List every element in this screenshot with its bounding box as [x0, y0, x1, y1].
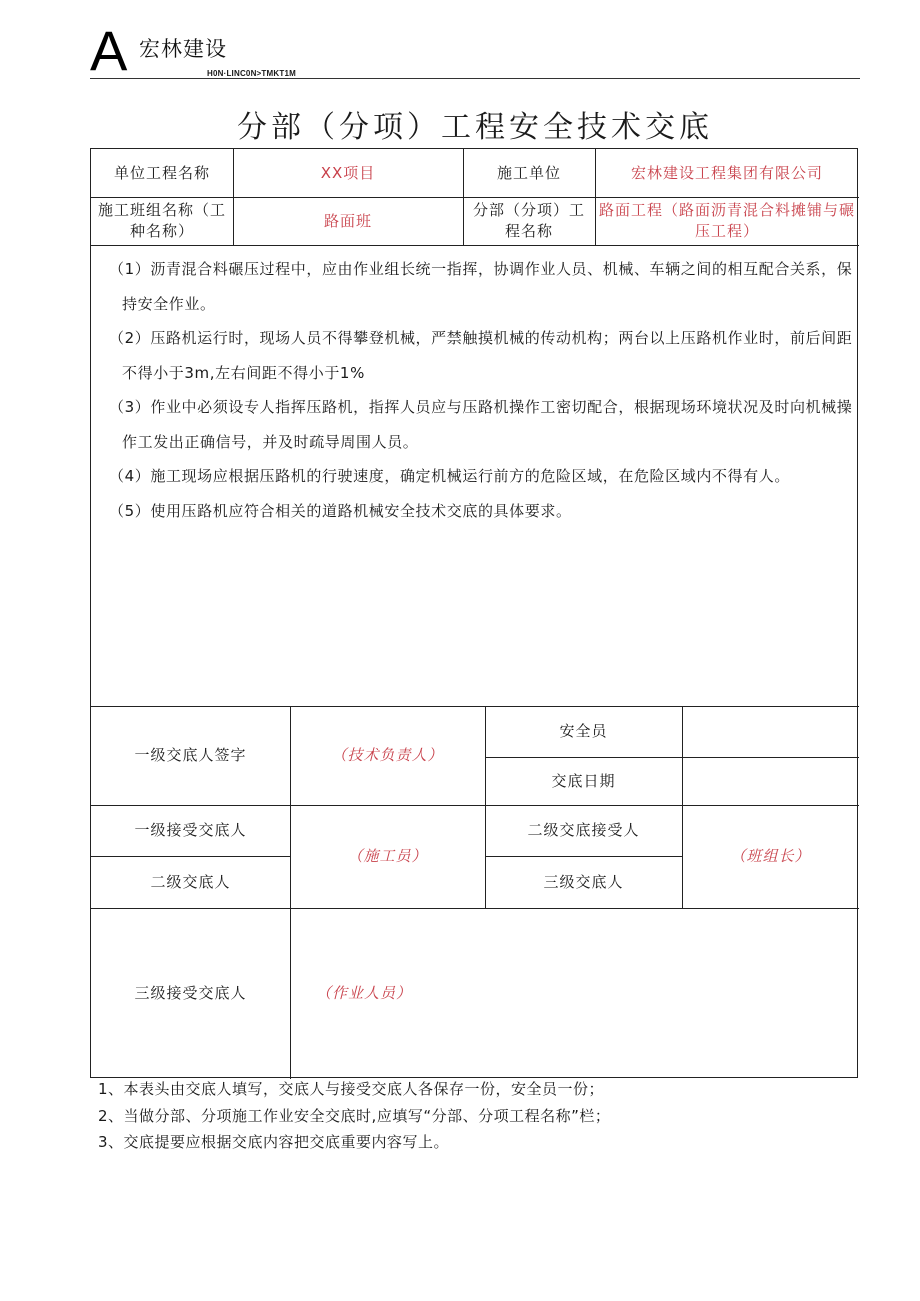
- footnote-1: 1、本表头由交底人填写，交底人与接受交底人各保存一份，安全员一份；: [98, 1080, 605, 1098]
- disclosure-content: [109, 252, 861, 528]
- content-item-5: （5）使用压路机应符合相关的道路机械安全技术交底的具体要求。: [109, 501, 572, 520]
- unit-project-value: XX项目: [320, 163, 376, 182]
- construction-unit-label: 施工单位: [496, 163, 561, 182]
- header-divider: [90, 78, 860, 79]
- unit-project-label: 单位工程名称: [113, 163, 210, 182]
- sub-project-label: 分部（分项）工程名称: [472, 201, 585, 240]
- first-level-signer-value: （技术负责人）: [331, 746, 444, 764]
- content-item-3: （3）作业中必须设专人指挥压路机，指挥人员应与压路机操作工密切配合，根据现场环境状况及时向机械操作工发出正确信号，并及时疏导周围人员。: [109, 398, 853, 451]
- third-level-giver-label: 三级交底人: [543, 872, 624, 891]
- first-level-receiver-label: 一级接受交底人: [134, 821, 247, 839]
- document-title: 分部（分项）工程安全技术交底: [237, 110, 713, 145]
- construction-unit-value: 宏林建设工程集团有限公司: [630, 163, 823, 182]
- company-name: 宏林建设: [139, 37, 227, 61]
- safety-officer-field[interactable]: [682, 706, 859, 757]
- team-leader-value: （班组长）: [730, 847, 811, 865]
- team-label: 施工班组名称（工种名称）: [97, 201, 226, 240]
- footnote-3: 3、交底提要应根据交底内容把交底重要内容写上。: [98, 1133, 450, 1151]
- second-level-receiver-label: 二级交底接受人: [527, 821, 640, 839]
- disclosure-date-field[interactable]: [682, 757, 859, 805]
- team-value: 路面班: [323, 211, 372, 230]
- first-level-signer-label: 一级交底人签字: [134, 746, 247, 764]
- content-item-4: （4）施工现场应根据压路机的行驶速度，确定机械运行前方的危险区域，在危险区域内不得有人。: [109, 467, 790, 485]
- content-item-2: （2）压路机运行时，现场人员不得攀登机械，严禁触摸机械的传动机构；两台以上压路机作业时，前后间距不得小于3m,左右间距不得小于1%: [109, 329, 853, 382]
- row-divider: [91, 245, 859, 246]
- disclosure-date-label: 交底日期: [551, 771, 616, 790]
- content-item-1: （1）沥青混合料碾压过程中，应由作业组长统一指挥，协调作业人员、机械、车辆之间的相互配合关系，保持安全作业。: [109, 260, 853, 313]
- footnote-2: 2、当做分部、分项施工作业安全交底时,应填写“分部、分项工程名称”栏；: [98, 1106, 611, 1125]
- third-level-receiver-value: （作业人员）: [316, 984, 413, 1002]
- third-level-receiver-label: 三级接受交底人: [134, 984, 247, 1002]
- safety-officer-label: 安全员: [559, 722, 608, 740]
- construction-worker-value: （施工员）: [347, 847, 428, 865]
- company-logo-mark: A: [90, 19, 128, 82]
- sub-project-value: 路面工程（路面沥青混合料摊铺与碾压工程）: [599, 201, 856, 240]
- company-subtitle: H0N·LINC0N>TMKT1M: [207, 69, 296, 78]
- second-level-giver-label: 二级交底人: [150, 872, 231, 891]
- footnotes: [98, 1076, 858, 1156]
